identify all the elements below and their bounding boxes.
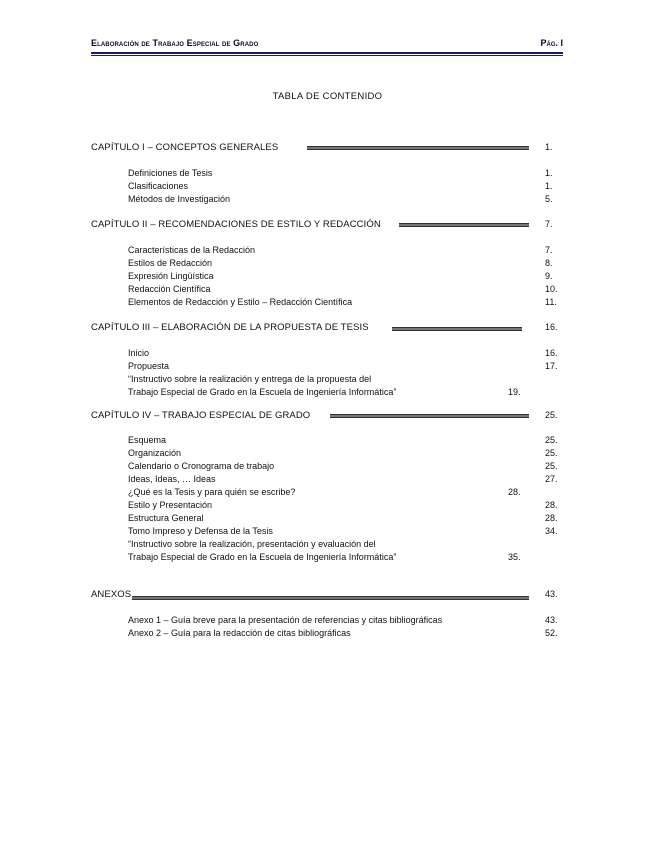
toc-entry: Expresión Lingüística xyxy=(128,271,214,281)
toc-entry: “Instructivo sobre la realización y entrega de la propuesta del xyxy=(128,374,372,384)
toc-entry: “Instructivo sobre la realización, presentación y evaluación del xyxy=(128,539,376,549)
toc-entry: Estilos de Redacción xyxy=(128,258,213,268)
toc-entry: Propuesta xyxy=(128,361,170,371)
toc-entry-page: 27. xyxy=(545,474,558,484)
toc-entry-page: 19. xyxy=(508,387,521,397)
header-rule-thick xyxy=(91,52,563,54)
toc-entry: Estructura General xyxy=(128,513,204,523)
toc-entry-page: 11. xyxy=(545,297,557,307)
toc-entry-page: 1. xyxy=(545,181,553,191)
toc-entry-page: 16. xyxy=(545,348,558,358)
toc-chapter-3-page: 16. xyxy=(545,322,558,332)
toc-entry: Inicio xyxy=(128,348,150,358)
anexos-rule xyxy=(132,596,529,600)
toc-entry-page: 25. xyxy=(545,435,558,445)
toc-entry-page: 9. xyxy=(545,271,553,281)
toc-entry: Ideas, Ideas, … Ideas xyxy=(128,474,216,484)
toc-entry-page: 7. xyxy=(545,245,553,255)
toc-entry: Tomo Impreso y Defensa de la Tesis xyxy=(128,526,273,536)
toc-entry: Redacción Científica xyxy=(128,284,211,294)
toc-entry: Estilo y Presentación xyxy=(128,500,213,510)
toc-chapter-2: CAPÍTULO II – RECOMENDACIONES DE ESTILO Y REDACCIÓN xyxy=(91,219,381,230)
toc-chapter-1: CAPÍTULO I – CONCEPTOS GENERALES xyxy=(91,142,279,153)
toc-chapter-4-page: 25. xyxy=(545,410,558,420)
header-page-number: Pág. I xyxy=(540,38,563,48)
chapter-4-rule xyxy=(330,414,529,418)
toc-entry: Trabajo Especial de Grado en la Escuela de Ingeniería Informática” xyxy=(128,552,397,562)
toc-entry-page: 34. xyxy=(545,526,558,536)
toc-title: TABLA DE CONTENIDO xyxy=(272,91,383,102)
toc-entry: ¿Qué es la Tesis y para quién se escribe? xyxy=(128,487,296,497)
toc-entry-page: 5. xyxy=(545,194,553,204)
toc-entry: Calendario o Cronograma de trabajo xyxy=(128,461,275,471)
header-rule-thin xyxy=(91,55,563,56)
toc-entry: Elementos de Redacción y Estilo – Redacción Científica xyxy=(128,297,353,307)
toc-entry-page: 43. xyxy=(545,615,558,625)
toc-anexos: ANEXOS xyxy=(91,589,132,600)
toc-entry-page: 35. xyxy=(508,552,521,562)
toc-entry-page: 1. xyxy=(545,168,553,178)
toc-entry-page: 8. xyxy=(545,258,553,268)
toc-entry: Anexo 2 – Guía para la redacción de citas bibliográficas xyxy=(128,628,351,638)
toc-entry: Esquema xyxy=(128,435,167,445)
toc-entry-page: 52. xyxy=(545,628,558,638)
page-header xyxy=(91,38,563,52)
toc-chapter-3: CAPÍTULO III – ELABORACIÓN DE LA PROPUESTA DE TESIS xyxy=(91,322,369,333)
toc-entry-page: 17. xyxy=(545,361,558,371)
toc-chapter-4: CAPÍTULO IV – TRABAJO ESPECIAL DE GRADO xyxy=(91,410,311,421)
chapter-2-rule xyxy=(399,223,529,227)
toc-entry-page: 28. xyxy=(508,487,521,497)
toc-entry-page: 25. xyxy=(545,448,558,458)
toc-entry-page: 25. xyxy=(545,461,558,471)
toc-anexos-page: 43. xyxy=(545,589,558,599)
toc-entry: Trabajo Especial de Grado en la Escuela de Ingeniería Informática” xyxy=(128,387,397,397)
header-title: Elaboración de Trabajo Especial de Grado xyxy=(91,38,259,48)
toc-entry-page: 10. xyxy=(545,284,558,294)
toc-entry: Definiciones de Tesis xyxy=(128,168,213,178)
toc-entry: Características de la Redacción xyxy=(128,245,256,255)
toc-entry: Métodos de Investigación xyxy=(128,194,231,204)
toc-entry-page: 28. xyxy=(545,500,558,510)
toc-entry-page: 28. xyxy=(545,513,558,523)
toc-entry: Clasificaciones xyxy=(128,181,189,191)
chapter-3-rule xyxy=(392,327,522,331)
toc-chapter-2-page: 7. xyxy=(545,219,553,229)
toc-chapter-1-page: 1. xyxy=(545,142,553,152)
toc-entry: Organización xyxy=(128,448,182,458)
toc-entry: Anexo 1 – Guía breve para la presentación de referencias y citas bibliográficas xyxy=(128,615,443,625)
chapter-1-rule xyxy=(307,146,529,150)
